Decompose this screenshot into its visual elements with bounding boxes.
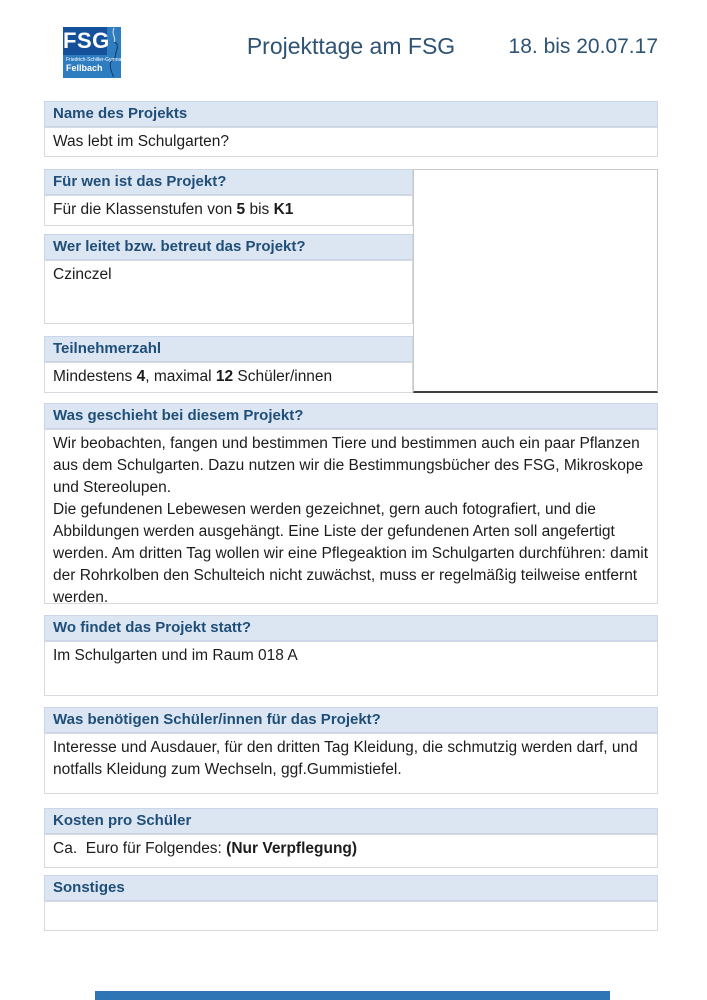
date-range: 18. bis 20.07.17 bbox=[508, 35, 658, 58]
fsg-logo-acronym: FSG bbox=[63, 28, 110, 53]
page-title: Projekttage am FSG bbox=[246, 33, 456, 59]
section-header-leader: Wer leitet bzw. betreut das Projekt? bbox=[44, 234, 413, 260]
section-costs bbox=[44, 808, 658, 868]
section-audience bbox=[44, 169, 413, 226]
section-header-description: Was geschieht bei diesem Projekt? bbox=[44, 403, 658, 429]
left-column bbox=[44, 169, 413, 393]
section-leader bbox=[44, 234, 413, 324]
fsg-logo-school-name: Friedrich-Schiller-Gymnasium bbox=[66, 57, 132, 63]
image-placeholder-box bbox=[413, 169, 658, 393]
costs-value: Ca. Euro für Folgendes: (Nur Verpflegung) bbox=[44, 834, 658, 868]
fsg-logo-city: Fellbach bbox=[66, 63, 103, 73]
right-column bbox=[413, 169, 658, 393]
project-name-value: Was lebt im Schulgarten? bbox=[44, 127, 658, 157]
document-header bbox=[44, 27, 658, 78]
section-location bbox=[44, 615, 658, 696]
section-header-costs: Kosten pro Schüler bbox=[44, 808, 658, 834]
requirements-value: Interesse und Ausdauer, für den dritten Tag Kleidung, die schmutzig werden darf, und notfalls Kleidung zum Wechseln, ggf.Gummistiefel. bbox=[44, 733, 658, 794]
section-project-name bbox=[44, 101, 658, 157]
section-header-participants: Teilnehmerzahl bbox=[44, 336, 413, 362]
section-misc bbox=[44, 875, 658, 931]
participants-value: Mindestens 4, maximal 12 Schüler/innen bbox=[44, 362, 413, 393]
section-participants bbox=[44, 336, 413, 393]
footer-bar bbox=[95, 991, 610, 1000]
section-description bbox=[44, 403, 658, 604]
section-header-project-name: Name des Projekts bbox=[44, 101, 658, 127]
section-header-misc: Sonstiges bbox=[44, 875, 658, 901]
two-column-block bbox=[44, 169, 658, 393]
section-header-requirements: Was benötigen Schüler/innen für das Projekt? bbox=[44, 707, 658, 733]
misc-value bbox=[44, 901, 658, 931]
audience-value: Für die Klassenstufen von 5 bis K1 bbox=[44, 195, 413, 226]
section-requirements bbox=[44, 707, 658, 794]
section-header-audience: Für wen ist das Projekt? bbox=[44, 169, 413, 195]
section-header-location: Wo findet das Projekt statt? bbox=[44, 615, 658, 641]
description-value: Wir beobachten, fangen und bestimmen Tiere und bestimmen auch ein paar Pflanzen aus dem Schulgarten. Dazu nutzen wir die Bestimmungsbücher des FSG, Mikroskope und Stereolupen. Die gefundenen Lebewesen werden gezeichnet, gern auch fotografiert, und die Abbildungen werden ausgehängt. Eine Liste der gefundenen Arten soll angefertigt werden. Am dritten Tag wollen wir eine Pflegeaktion im Schulgarten durchführen: damit der Rohrkolben den Schulteich nicht zuwächst, muss er regelmäßig teilweise entfernt werden. bbox=[44, 429, 658, 604]
leader-value: Czinczel bbox=[44, 260, 413, 324]
location-value: Im Schulgarten und im Raum 018 A bbox=[44, 641, 658, 696]
